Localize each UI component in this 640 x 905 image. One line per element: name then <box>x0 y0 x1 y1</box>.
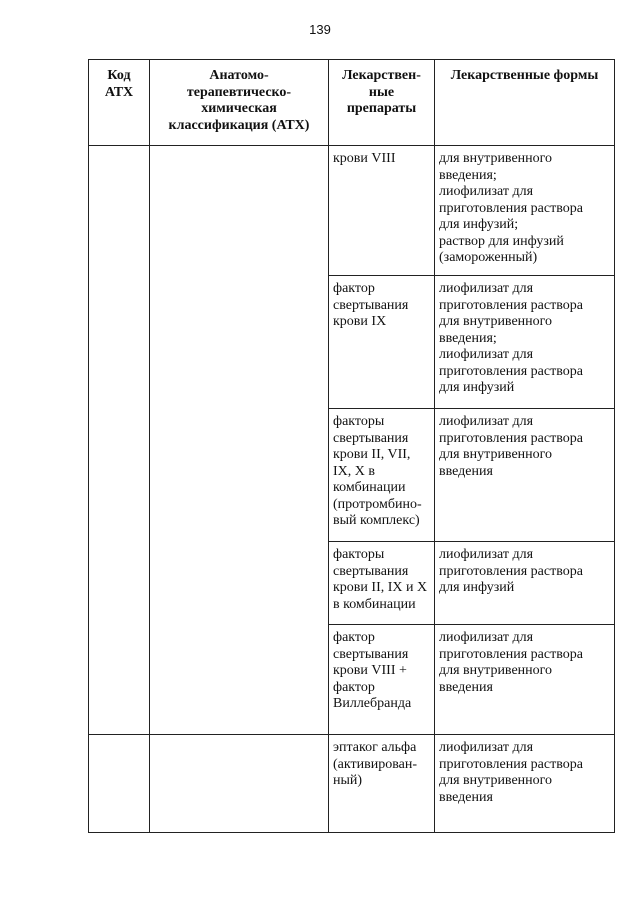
cell-forms: лиофилизат для приготовления раствора для внутривенного введения; лиофилизат для приготовления раствора для инфузий <box>435 276 615 409</box>
cell-drug: крови VIII <box>329 146 435 276</box>
cell-forms: для внутривенного введения; лиофилизат для приготовления раствора для инфузий; раствор для инфузий (замороженный) <box>435 146 615 276</box>
cell-forms: лиофилизат для приготовления раствора для внутривенного введения <box>435 735 615 833</box>
cell-atx-classification <box>150 146 329 735</box>
cell-drug: факторы свертывания крови II, VII, IX, X в комбинации (протромбино- вый комплекс) <box>329 409 435 542</box>
cell-forms: лиофилизат для приготовления раствора для инфузий <box>435 542 615 625</box>
cell-atx-classification <box>150 735 329 833</box>
table-row <box>89 735 615 833</box>
cell-drug: факторы свертывания крови II, IX и X в комбинации <box>329 542 435 625</box>
cell-atx-code <box>89 146 150 735</box>
cell-drug: фактор свертывания крови IX <box>329 276 435 409</box>
header-drugs: Лекарствен- ные препараты <box>329 60 435 146</box>
cell-forms: лиофилизат для приготовления раствора для внутривенного введения <box>435 409 615 542</box>
cell-atx-code <box>89 735 150 833</box>
header-atx-classification: Анатомо- терапевтическо- химическая классификация (АТХ) <box>150 60 329 146</box>
header-atx-code: Код АТХ <box>89 60 150 146</box>
cell-forms: лиофилизат для приготовления раствора для внутривенного введения <box>435 625 615 735</box>
table-header-row <box>89 60 615 146</box>
cell-drug: фактор свертывания крови VIII + фактор Виллебранда <box>329 625 435 735</box>
page-number: 139 <box>309 22 331 37</box>
atx-table <box>88 59 615 833</box>
table-row <box>89 146 615 276</box>
cell-drug: эптаког альфа (активирован- ный) <box>329 735 435 833</box>
header-dosage-forms: Лекарственные формы <box>435 60 615 146</box>
